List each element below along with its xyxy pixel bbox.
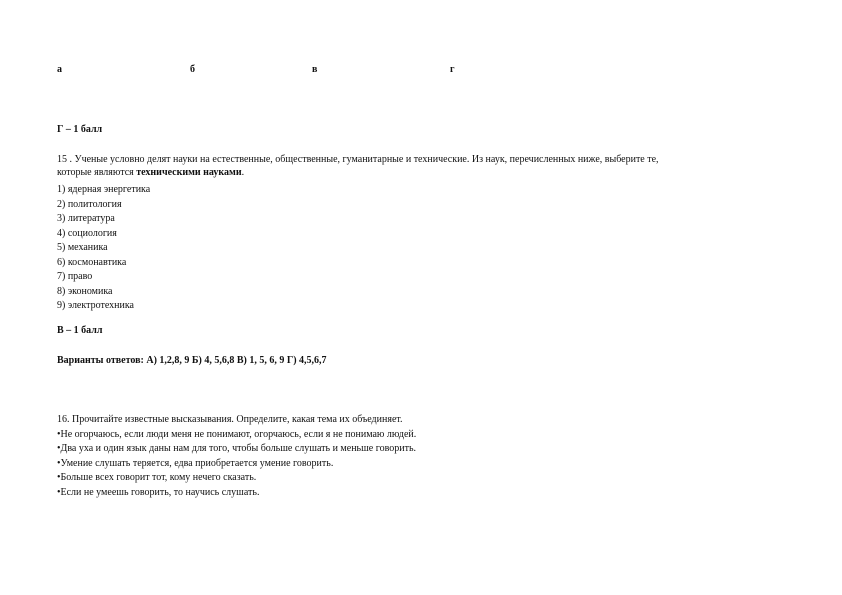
list-item: 9) электротехника <box>57 300 134 311</box>
list-item: 5) механика <box>57 242 108 253</box>
letter-v: в <box>312 64 318 75</box>
question-15-text-line1: 15 . Ученые условно делят науки на естественные, общественные, гуманитарные и технические. Из наук, перечисленных ниже, выберите те, <box>57 154 659 165</box>
quote-item: •Не огорчаюсь, если люди меня не понимают, огорчаюсь, если я не понимаю людей. <box>57 428 417 440</box>
list-item: 4) социология <box>57 227 117 239</box>
answer-score-v: В – 1 балл <box>57 325 103 336</box>
question-15-emphasis: техническими науками <box>136 167 242 178</box>
answer-options: Варианты ответов: А) 1,2,8, 9 Б) 4, 5,6,8 В) 1, 5, 6, 9 Г) 4,5,6,7 <box>57 355 327 366</box>
quote-item: •Умение слушать теряется, едва приобретается умение говорить. <box>57 457 334 469</box>
letter-a: а <box>57 64 62 75</box>
question-16-title: 16. Прочитайте известные высказывания. Определите, какая тема их объединяет. <box>57 414 403 425</box>
list-item: 2) политология <box>57 198 122 210</box>
list-item: 6) космонавтика <box>57 256 127 268</box>
list-item: 1) ядерная энергетика <box>57 184 151 195</box>
list-item: 8) экономика <box>57 285 113 297</box>
letter-b: б <box>190 64 195 75</box>
answer-score-g: Г – 1 балл <box>57 124 103 135</box>
letter-g: г <box>450 64 455 75</box>
quote-item: •Если не умеешь говорить, то научись слушать. <box>57 486 260 498</box>
question-15-list <box>57 183 150 314</box>
question-16 <box>57 413 416 500</box>
quote-item: •Больше всех говорит тот, кому нечего сказать. <box>57 472 257 483</box>
list-item: 7) право <box>57 271 93 282</box>
question-15-line2-prefix: которые являются <box>57 167 137 178</box>
question-15 <box>57 153 797 179</box>
question-15-line2-suffix: . <box>241 167 245 178</box>
list-item: 3) литература <box>57 213 115 224</box>
question-15-text-line2 <box>57 166 797 179</box>
quote-item: •Два уха и один язык даны нам для того, чтобы больше слушать и меньше говорить. <box>57 443 417 454</box>
